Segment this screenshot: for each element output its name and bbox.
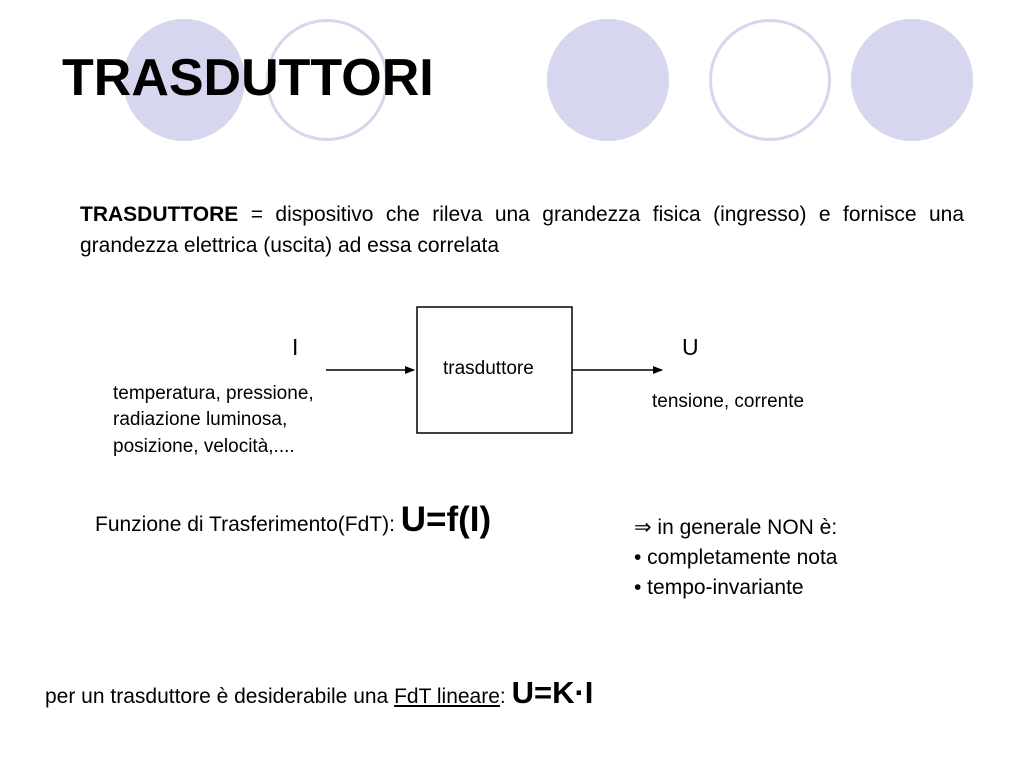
bottom-prefix: per un trasduttore è desiderabile una — [45, 685, 395, 708]
input-examples-line-2: radiazione luminosa, — [113, 409, 288, 430]
fdt-formula: U=f(I) — [400, 500, 492, 539]
notes-item: • completamente nota — [634, 546, 838, 569]
block-label: trasduttore — [443, 358, 534, 379]
input-examples-line-3: posizione, velocità,.... — [113, 436, 295, 457]
transfer-function — [95, 500, 491, 540]
output-symbol: U — [682, 334, 699, 360]
notes-header: ⇒ in generale NON è: — [634, 516, 838, 539]
slide-title: TRASDUTTORI — [62, 49, 434, 107]
fdt-label: Funzione di Trasferimento(FdT): — [95, 513, 401, 536]
fdt-notes — [634, 513, 837, 603]
notes-item: • tempo-invariante — [634, 576, 804, 599]
definition-text: = dispositivo che rileva una grandezza fisica (ingresso) e fornisce una grandezza elettrica (uscita) ad essa correlata — [80, 203, 964, 257]
definition-term: TRASDUTTORE — [80, 203, 239, 226]
linear-formula: U=K·I — [511, 675, 594, 710]
input-symbol: I — [292, 334, 299, 360]
output-examples: tensione, corrente — [652, 391, 805, 412]
input-examples-line-1: temperatura, pressione, — [113, 383, 314, 404]
linear-fdt-statement — [45, 675, 593, 711]
bottom-underlined: FdT lineare — [394, 685, 500, 708]
bottom-colon: : — [499, 685, 512, 708]
